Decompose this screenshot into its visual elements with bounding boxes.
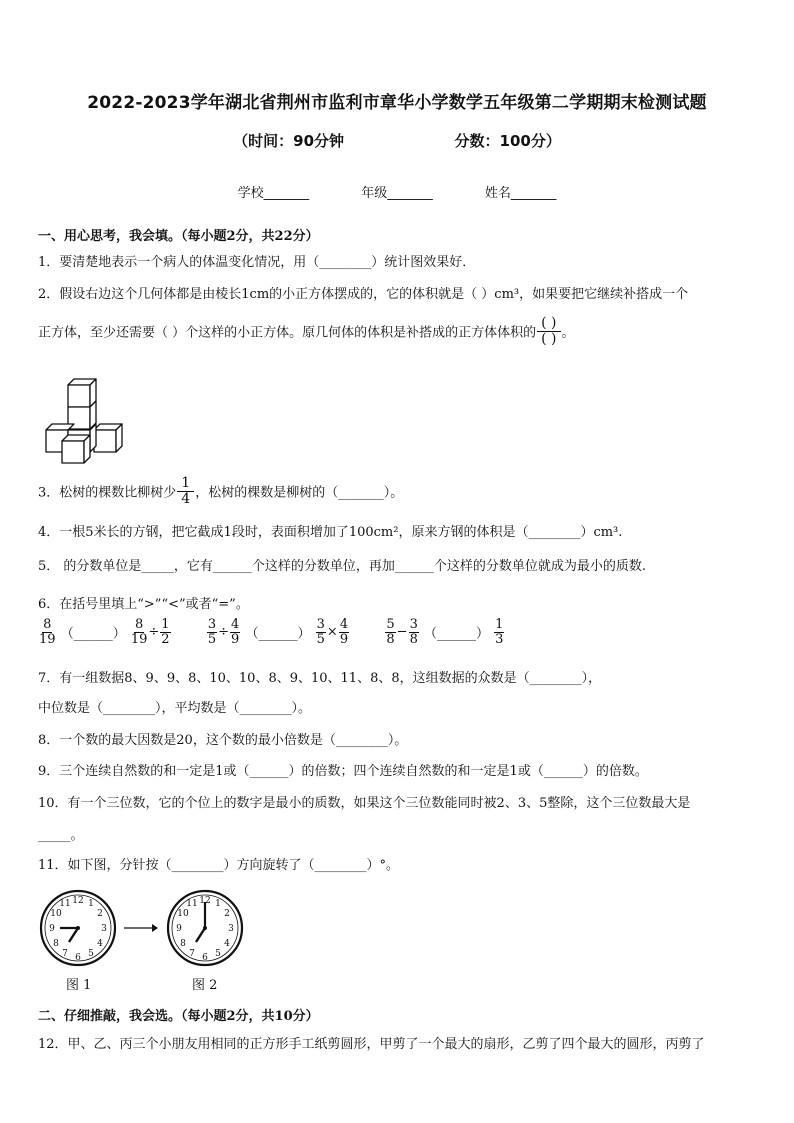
name-field: 姓名_______ bbox=[484, 186, 557, 201]
svg-text:5: 5 bbox=[88, 949, 94, 959]
question-3-pre: 3．松树的棵数比柳树少 bbox=[38, 485, 177, 501]
question-2-end: 。 bbox=[561, 325, 575, 341]
svg-text:10: 10 bbox=[50, 909, 62, 919]
svg-text:8: 8 bbox=[53, 939, 59, 949]
clock-caption-1: 图 1 bbox=[66, 978, 92, 993]
q6-operator: − bbox=[396, 624, 408, 640]
fraction-numerator: ( ) bbox=[537, 316, 560, 332]
fraction-numerator: 4 bbox=[231, 617, 240, 632]
section-1-heading: 一、用心思考，我会填。（每小题2分，共22分） bbox=[38, 229, 319, 244]
fraction-denominator: 4 bbox=[181, 490, 191, 507]
fraction-numerator: 8 bbox=[43, 617, 52, 632]
svg-text:5: 5 bbox=[215, 949, 221, 959]
total-score: 分数：100分） bbox=[454, 132, 561, 150]
fraction-denominator: 9 bbox=[231, 631, 240, 647]
q6-fraction bbox=[160, 618, 170, 646]
fraction-denominator: 8 bbox=[386, 631, 395, 647]
question-10-line-2: _____。 bbox=[38, 828, 84, 843]
q6-operator: ÷ bbox=[218, 624, 230, 640]
svg-text:2: 2 bbox=[97, 909, 103, 919]
question-10-line-1: 10．有一个三位数，它的个位上的数字是最小的质数，如果这个三位数能同时被2、3、5整除，这个三位数最大是 bbox=[38, 796, 691, 811]
clock-figure-2 bbox=[165, 888, 245, 968]
question-2-line-2 bbox=[38, 316, 575, 346]
fraction-numerator: 3 bbox=[316, 617, 325, 632]
question-8: 8．一个数的最大因数是20，这个数的最小倍数是（________）。 bbox=[38, 733, 408, 748]
q6-fraction bbox=[131, 618, 148, 646]
fraction-denominator: 8 bbox=[409, 631, 418, 647]
svg-text:1: 1 bbox=[215, 899, 221, 909]
q6-operator: × bbox=[326, 624, 338, 640]
grade-field: 年级_______ bbox=[361, 186, 433, 201]
question-12: 12．甲、乙、丙三个小朋友用相同的正方形手工纸剪圆形，甲剪了一个最大的扇形，乙剪了四个最大的圆形，丙剪了 bbox=[38, 1037, 705, 1052]
svg-text:4: 4 bbox=[97, 939, 103, 949]
clock-caption-2: 图 2 bbox=[192, 978, 218, 993]
fraction-denominator: 19 bbox=[39, 631, 56, 647]
q6-fraction bbox=[39, 618, 56, 646]
svg-text:11: 11 bbox=[186, 899, 198, 909]
question-3-post: ，松树的棵数是柳树的（_______）。 bbox=[195, 485, 404, 501]
q6-fraction bbox=[409, 618, 419, 646]
fraction-numerator: 1 bbox=[495, 617, 504, 632]
cube-stack-figure bbox=[40, 375, 130, 467]
question-3-fraction bbox=[177, 476, 194, 506]
question-2-line-1: 2．假设右边这个几何体都是由棱长1cm的小正方体摆成的，它的体积就是（ ）cm³，如果要把它继续补搭成一个 bbox=[38, 287, 689, 302]
question-6-items bbox=[38, 618, 505, 646]
q6-blank-2: （______） bbox=[245, 626, 311, 642]
q6-fraction bbox=[385, 618, 395, 646]
q6-fraction bbox=[494, 618, 504, 646]
svg-text:3: 3 bbox=[101, 924, 107, 934]
q6-blank-1: （______） bbox=[60, 626, 126, 642]
fraction-numerator: 8 bbox=[134, 617, 144, 632]
fraction-numerator: 4 bbox=[339, 617, 349, 632]
q6-blank-3: （______） bbox=[423, 626, 489, 642]
svg-text:8: 8 bbox=[180, 939, 186, 949]
question-2-text: 正方体，至少还需要（ ）个这样的小正方体。原几何体的体积是补搭成的正方体体积的 bbox=[38, 325, 537, 341]
fraction-numerator: 1 bbox=[177, 476, 194, 492]
student-info bbox=[0, 182, 794, 201]
question-3 bbox=[38, 476, 403, 506]
fraction-numerator: 3 bbox=[207, 617, 217, 632]
question-6-stem: 6．在括号里填上“>”“<”或者“=”。 bbox=[38, 597, 249, 612]
exam-title: 2022-2023学年湖北省荆州市监利市章华小学数学五年级第二学期期末检测试题 bbox=[87, 93, 707, 113]
section-2-heading: 二、仔细推敲，我会选。（每小题2分，共10分） bbox=[38, 1009, 319, 1024]
fraction-denominator: 5 bbox=[316, 631, 325, 647]
svg-text:10: 10 bbox=[177, 909, 189, 919]
question-7-line-2: 中位数是（________），平均数是（________）。 bbox=[38, 701, 312, 716]
time-limit: （时间：90分钟 bbox=[233, 132, 345, 150]
fraction-denominator: 5 bbox=[207, 631, 217, 647]
fraction-numerator: 5 bbox=[386, 617, 395, 632]
q6-fraction bbox=[339, 618, 349, 646]
q6-fraction bbox=[207, 618, 217, 646]
svg-text:12: 12 bbox=[199, 896, 211, 906]
fraction-denominator: 9 bbox=[339, 631, 349, 647]
svg-text:6: 6 bbox=[75, 953, 81, 963]
svg-text:7: 7 bbox=[62, 949, 68, 959]
svg-text:4: 4 bbox=[224, 939, 230, 949]
fraction-numerator: 3 bbox=[409, 617, 418, 632]
question-7-line-1: 7．有一组数据8、9、9、8、10、10、8、9、10、11、8、8，这组数据的众数是（________）， bbox=[38, 671, 602, 686]
arrow-right-icon bbox=[122, 922, 158, 934]
fraction-denominator: 2 bbox=[161, 631, 170, 647]
q6-fraction bbox=[230, 618, 240, 646]
fraction-denominator: 19 bbox=[130, 631, 148, 647]
svg-text:6: 6 bbox=[202, 953, 208, 963]
clock-figure-1 bbox=[38, 888, 118, 968]
question-9: 9．三个连续自然数的和一定是1或（______）的倍数；四个连续自然数的和一定是1或（______）的倍数。 bbox=[38, 764, 648, 779]
question-4: 4．一根5米长的方钢，把它截成1段时，表面积增加了100cm²，原来方钢的体积是（________）cm³. bbox=[38, 525, 623, 540]
svg-text:3: 3 bbox=[228, 924, 234, 934]
question-5: 5． 的分数单位是_____，它有______个这样的分数单位，再加______个这样的分数单位就成为最小的质数. bbox=[38, 559, 647, 574]
svg-text:9: 9 bbox=[49, 924, 55, 934]
question-2-fraction bbox=[537, 316, 560, 346]
fraction-numerator: 1 bbox=[161, 617, 170, 632]
svg-text:9: 9 bbox=[176, 924, 182, 934]
question-1: 1．要清楚地表示一个病人的体温变化情况，用（________）统计图效果好． bbox=[38, 255, 476, 270]
exam-subtitle bbox=[0, 130, 794, 151]
q6-operator: ÷ bbox=[148, 624, 160, 640]
svg-text:11: 11 bbox=[59, 899, 71, 909]
svg-text:7: 7 bbox=[189, 949, 195, 959]
svg-text:2: 2 bbox=[224, 909, 230, 919]
q6-fraction bbox=[316, 618, 326, 646]
fraction-denominator: ( ) bbox=[541, 330, 557, 347]
school-field: 学校_______ bbox=[237, 186, 310, 201]
svg-text:1: 1 bbox=[88, 899, 94, 909]
svg-text:12: 12 bbox=[72, 896, 84, 906]
question-11: 11．如下图，分针按（________）方向旋转了（________）°。 bbox=[38, 858, 400, 873]
fraction-denominator: 3 bbox=[495, 631, 504, 647]
